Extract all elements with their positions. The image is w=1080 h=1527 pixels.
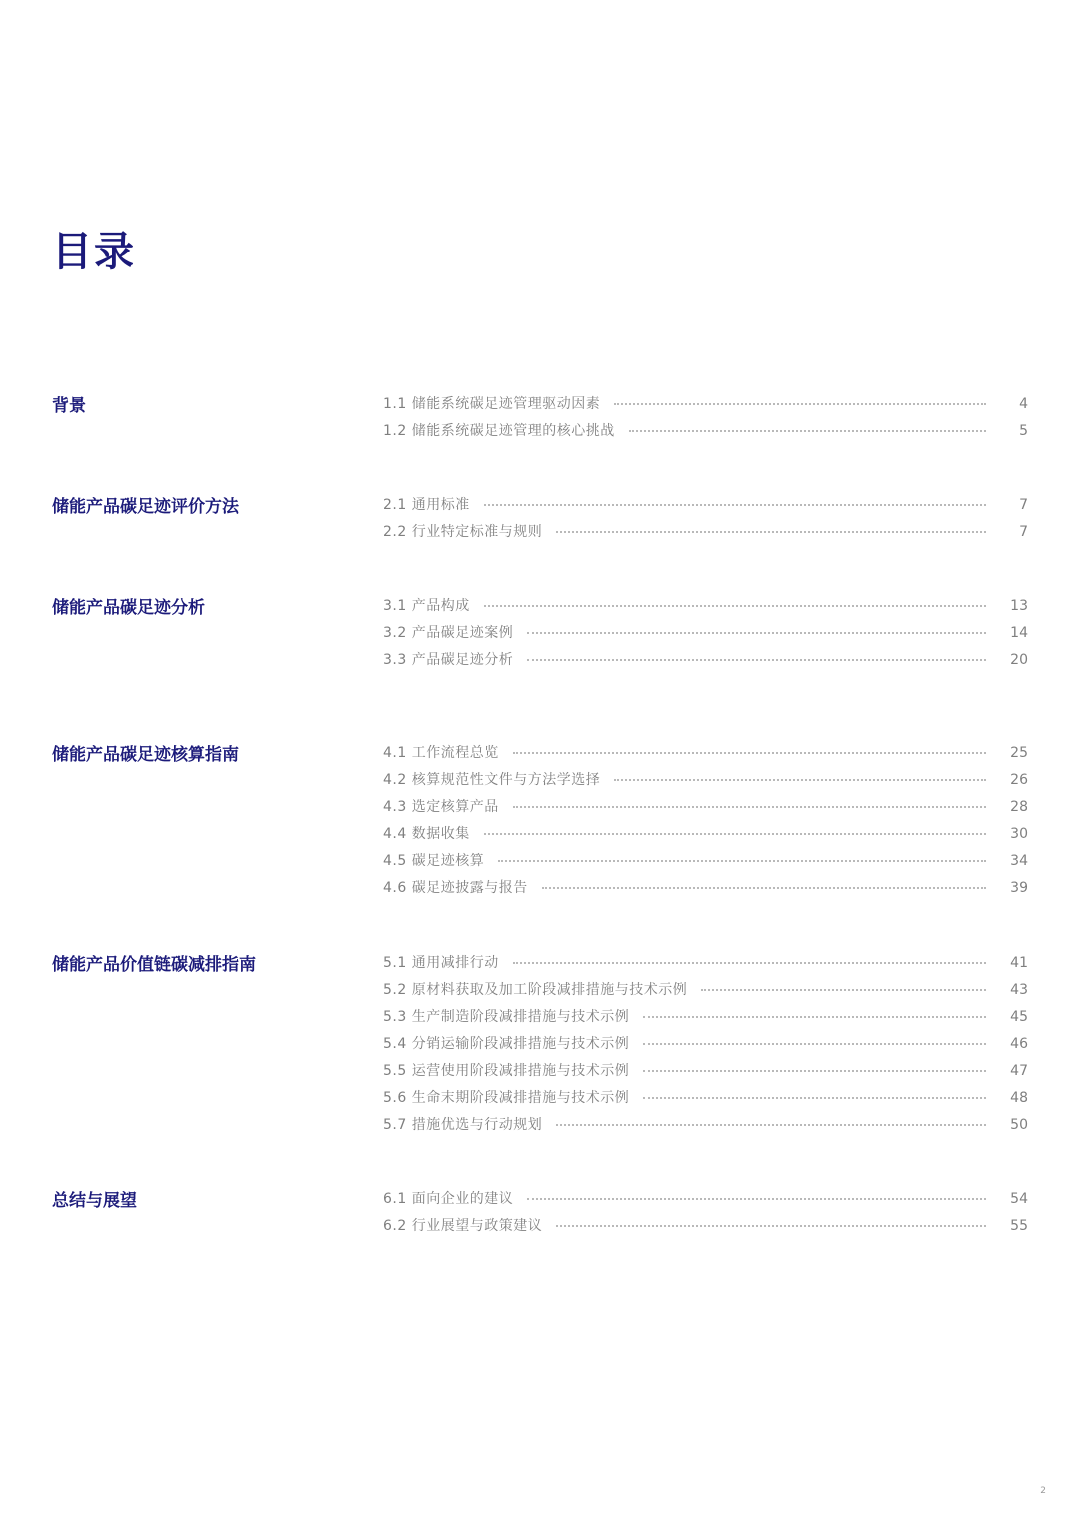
toc-entry[interactable] [383,851,1028,871]
toc-entry-label: 4.6 碳足迹披露与报告 [383,880,528,896]
dotted-leader [643,1043,986,1045]
toc-entry-label: 3.1 产品构成 [383,598,470,614]
toc-entry-label: 6.2 行业展望与政策建议 [383,1218,543,1234]
toc-entry[interactable] [383,770,1028,790]
toc-entry-label: 5.1 通用减排行动 [383,955,499,971]
toc-entry[interactable] [383,824,1028,844]
toc-entry[interactable] [383,1061,1028,1081]
toc-entry[interactable] [383,743,1028,763]
dotted-leader [643,1097,986,1099]
dotted-leader [513,806,986,808]
dotted-leader [643,1016,986,1018]
toc-entry-page: 47 [1010,1063,1028,1079]
toc-entry-page: 25 [1010,745,1028,761]
toc-entry-label: 2.2 行业特定标准与规则 [383,524,543,540]
dotted-leader [643,1070,986,1072]
toc-entry-page: 41 [1010,955,1028,971]
toc-entry-page: 7 [1019,497,1028,513]
dotted-leader [629,430,986,432]
toc-entry-page: 20 [1010,652,1028,668]
toc-entry[interactable] [383,1189,1028,1209]
page-title: 目录 [52,229,136,275]
dotted-leader [556,1225,986,1227]
section-title: 储能产品碳足迹分析 [52,598,205,618]
toc-entry-page: 14 [1010,625,1028,641]
toc-entry-page: 26 [1010,772,1028,788]
dotted-leader [556,531,986,533]
toc-entry-page: 5 [1019,423,1028,439]
dotted-leader [513,752,986,754]
dotted-leader [484,504,986,506]
section-title: 储能产品价值链碳减排指南 [52,955,256,975]
dotted-leader [614,403,986,405]
toc-entry[interactable] [383,1115,1028,1135]
toc-entry[interactable] [383,394,1028,414]
page-number: 2 [1040,1486,1046,1496]
dotted-leader [484,833,986,835]
toc-entry-label: 4.4 数据收集 [383,826,470,842]
toc-entry[interactable] [383,878,1028,898]
toc-entry-label: 5.7 措施优选与行动规划 [383,1117,543,1133]
toc-entry[interactable] [383,1007,1028,1027]
section-title: 储能产品碳足迹核算指南 [52,745,239,765]
toc-entry-page: 13 [1010,598,1028,614]
toc-entry-label: 4.2 核算规范性文件与方法学选择 [383,772,601,788]
dotted-leader [701,989,986,991]
toc-entry[interactable] [383,1034,1028,1054]
dotted-leader [484,605,986,607]
toc-entry-label: 4.1 工作流程总览 [383,745,499,761]
toc-entry-page: 46 [1010,1036,1028,1052]
toc-entry-page: 39 [1010,880,1028,896]
toc-entry[interactable] [383,980,1028,1000]
toc-entry-page: 54 [1010,1191,1028,1207]
dotted-leader [556,1124,986,1126]
section-title: 总结与展望 [52,1191,137,1211]
dotted-leader [542,887,986,889]
section-title: 储能产品碳足迹评价方法 [52,497,239,517]
toc-entry[interactable] [383,797,1028,817]
toc-entry-page: 34 [1010,853,1028,869]
toc-entry-page: 7 [1019,524,1028,540]
toc-entry-label: 3.2 产品碳足迹案例 [383,625,514,641]
toc-entry-label: 5.4 分销运输阶段减排措施与技术示例 [383,1036,630,1052]
toc-entry-page: 43 [1010,982,1028,998]
toc-entry-label: 1.2 储能系统碳足迹管理的核心挑战 [383,423,615,439]
toc-entry-label: 6.1 面向企业的建议 [383,1191,514,1207]
section-title: 背景 [52,396,86,416]
toc-entry-label: 5.5 运营使用阶段减排措施与技术示例 [383,1063,630,1079]
toc-entry-label: 4.3 选定核算产品 [383,799,499,815]
toc-entry[interactable] [383,953,1028,973]
toc-entry[interactable] [383,495,1028,515]
toc-entry[interactable] [383,623,1028,643]
dotted-leader [527,659,986,661]
dotted-leader [498,860,986,862]
toc-entry[interactable] [383,596,1028,616]
toc-entry-label: 5.6 生命末期阶段减排措施与技术示例 [383,1090,630,1106]
toc-entry-page: 48 [1010,1090,1028,1106]
toc-entry[interactable] [383,1216,1028,1236]
toc-entry-page: 28 [1010,799,1028,815]
toc-entry-label: 5.3 生产制造阶段减排措施与技术示例 [383,1009,630,1025]
toc-entry-label: 3.3 产品碳足迹分析 [383,652,514,668]
dotted-leader [513,962,986,964]
toc-entry-page: 55 [1010,1218,1028,1234]
dotted-leader [614,779,986,781]
toc-entry-label: 2.1 通用标准 [383,497,470,513]
toc-entry[interactable] [383,522,1028,542]
toc-entry-label: 1.1 储能系统碳足迹管理驱动因素 [383,396,601,412]
dotted-leader [527,1198,986,1200]
toc-entry[interactable] [383,650,1028,670]
toc-entry-page: 4 [1019,396,1028,412]
toc-entry-label: 5.2 原材料获取及加工阶段减排措施与技术示例 [383,982,688,998]
toc-entry-page: 30 [1010,826,1028,842]
toc-entry-page: 50 [1010,1117,1028,1133]
dotted-leader [527,632,986,634]
toc-entry-label: 4.5 碳足迹核算 [383,853,485,869]
toc-entry[interactable] [383,421,1028,441]
toc-entry-page: 45 [1010,1009,1028,1025]
toc-entry[interactable] [383,1088,1028,1108]
